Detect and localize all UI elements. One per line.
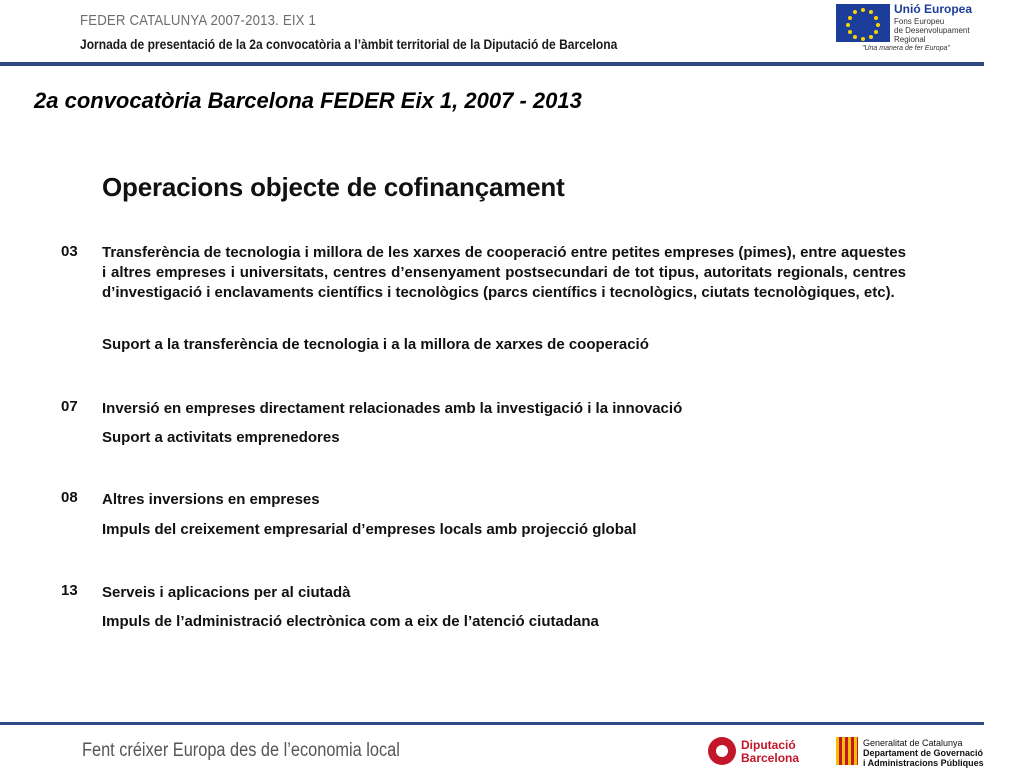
operation-objective: Suport a activitats emprenedores	[102, 429, 340, 446]
eu-fund-line3: Regional	[894, 35, 926, 44]
slide-title: 2a convocatòria Barcelona FEDER Eix 1, 2007 - 2013	[34, 88, 582, 113]
diputacio-name	[741, 739, 799, 765]
generalitat-line1: Generalitat de Catalunya	[863, 738, 963, 748]
operation-code: 07	[61, 398, 78, 415]
footer-divider	[0, 722, 984, 725]
operation-description: Inversió en empreses directament relacionades amb la investigació i la innovació	[102, 400, 683, 417]
program-title: FEDER CATALUNYA 2007-2013. EIX 1	[80, 12, 317, 29]
eu-fund-line1: Fons Europeu	[894, 17, 945, 26]
eu-title: Unió Europea	[894, 2, 973, 16]
eu-fund-line2: de Desenvolupament	[894, 26, 970, 35]
footer-slogan: Fent créixer Europa des de l’economia local	[82, 740, 400, 761]
operation-objective: Suport a la transferència de tecnologia i a la millora de xarxes de cooperació	[102, 336, 649, 353]
generalitat-name	[863, 738, 984, 768]
operation-code: 03	[61, 243, 78, 260]
generalitat-line2: Departament de Governació	[863, 748, 984, 758]
operation-objective: Impuls de l’administració electrònica com a eix de l’atenció ciutadana	[102, 613, 599, 630]
diputacio-name-line2: Barcelona	[741, 751, 800, 765]
eu-fund-name	[894, 17, 984, 44]
header-divider	[0, 62, 984, 66]
operation-objective: Impuls del creixement empresarial d’empreses locals amb projecció global	[102, 521, 637, 538]
generalitat-logo-icon	[836, 737, 858, 765]
operation-code: 08	[61, 489, 78, 506]
operation-code: 13	[61, 582, 78, 599]
operation-description: Transferència de tecnologia i millora de les xarxes de cooperació entre petites empreses (pimes), entre aquestes i altres empreses i universitats, centres d’ensenyament postsecundari de tot tipus, autoritats regionals, centres d’investigació i enclavaments científics i tecnològics (parcs científics i tecnològics, ciutats tecnològiques, etc).	[102, 244, 906, 301]
diputacio-name-line1: Diputació	[741, 738, 796, 752]
diputacio-logo-icon	[708, 737, 736, 765]
section-heading: Operacions objecte de cofinançament	[102, 172, 565, 202]
generalitat-line3: i Administracions Públiques	[863, 758, 984, 768]
operation-description: Serveis i aplicacions per al ciutadà	[102, 584, 351, 601]
header	[0, 0, 1024, 66]
operation-description: Altres inversions en empreses	[102, 491, 320, 508]
eu-flag-icon	[836, 4, 890, 42]
event-title: Jornada de presentació de la 2a convocatòria a l’àmbit territorial de la Diputació de Barcelona	[80, 36, 618, 52]
eu-motto: "Una manera de fer Europa"	[862, 45, 950, 52]
